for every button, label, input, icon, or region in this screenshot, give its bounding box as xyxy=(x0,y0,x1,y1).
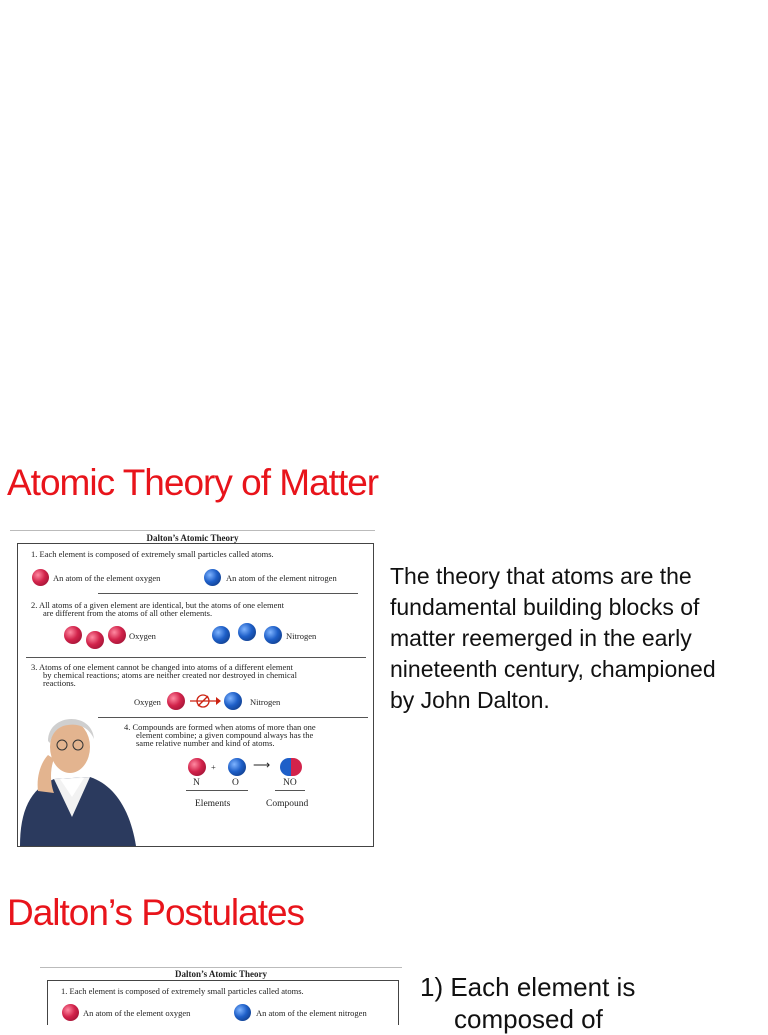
nitrogen-atom-icon xyxy=(188,758,206,776)
oxygen-atom-caption: An atom of the element oxygen xyxy=(83,1008,191,1018)
slide-1-paragraph: The theory that atoms are the fundamental building blocks of matter reemerged in the early nineteenth century, championed by John Dalton. xyxy=(390,563,716,713)
postulate-3-text-line-3: reactions. xyxy=(43,678,76,688)
oxygen-label: Oxygen xyxy=(129,631,156,641)
compound-bracket xyxy=(275,790,305,791)
dalton-atomic-theory-figure xyxy=(10,530,375,846)
slide-title-daltons-postulates: Dalton’s Postulates xyxy=(7,892,305,933)
postulate-4-text-line-1: 4. Compounds are formed when atoms of more than one xyxy=(124,722,316,732)
postulate-1-list-item xyxy=(420,971,760,1035)
nitrogen-atom-icon xyxy=(234,1004,251,1021)
oxygen-atom-icon xyxy=(62,1004,79,1021)
plus-sign: + xyxy=(211,762,216,772)
postulate-3-text-line-2: by chemical reactions; atoms are neither created nor destroyed in chemical xyxy=(43,670,297,680)
figure-title: Dalton’s Atomic Theory xyxy=(175,969,267,979)
postulate-2-text-line-1: 2. All atoms of a given element are identical, but the atoms of one element xyxy=(31,600,285,610)
o-label: O xyxy=(232,778,239,788)
postulate-4-text-line-3: same relative number and kind of atoms. xyxy=(136,738,275,748)
compound-label: Compound xyxy=(266,799,309,809)
no-transformation-arrow-icon xyxy=(188,692,222,710)
elements-label: Elements xyxy=(195,799,231,809)
postulate-3-text-line-1: 3. Atoms of one element cannot be changed into atoms of a different element xyxy=(31,662,293,672)
nitrogen-atom-caption: An atom of the element nitrogen xyxy=(226,573,337,583)
nitrogen-atom-caption: An atom of the element nitrogen xyxy=(256,1008,367,1018)
divider xyxy=(98,717,368,718)
postulate-1-line-2: composed of xyxy=(454,1004,603,1034)
postulate-1-line-1: 1) Each element is xyxy=(420,972,636,1002)
divider xyxy=(98,593,358,594)
postulate-1-text: 1. Each element is composed of extremely small particles called atoms. xyxy=(31,549,274,559)
nitrogen-atom-icon xyxy=(238,623,256,641)
n-label: N xyxy=(193,778,200,788)
postulate-4-text-line-2: element combine; a given compound always has the xyxy=(136,730,314,740)
oxygen-atom-icon xyxy=(86,631,104,649)
postulate-2-text-line-2: are different from the atoms of all other elements. xyxy=(43,608,213,618)
figure-title: Dalton’s Atomic Theory xyxy=(146,533,239,543)
elements-bracket xyxy=(186,790,248,791)
oxygen-label: Oxygen xyxy=(134,697,161,707)
oxygen-atom-caption: An atom of the element oxygen xyxy=(53,573,161,583)
oxygen-atom-icon xyxy=(32,569,49,586)
oxygen-atom-icon xyxy=(228,758,246,776)
no-molecule-icon xyxy=(280,758,302,776)
john-dalton-portrait-image xyxy=(10,699,138,846)
nitrogen-atom-icon xyxy=(264,626,282,644)
figure-box xyxy=(47,980,399,1025)
postulate-1-text: 1. Each element is composed of extremely small particles called atoms. xyxy=(61,986,304,996)
oxygen-atom-icon xyxy=(108,626,126,644)
nitrogen-atom-icon xyxy=(204,569,221,586)
no-label: NO xyxy=(283,778,297,788)
nitrogen-atom-icon xyxy=(212,626,230,644)
oxygen-atom-icon xyxy=(64,626,82,644)
divider xyxy=(26,657,366,658)
nitrogen-label: Nitrogen xyxy=(286,631,317,641)
nitrogen-atom-icon xyxy=(224,692,242,710)
reaction-arrow: ⟶ xyxy=(253,758,271,772)
slide-title-atomic-theory: Atomic Theory of Matter xyxy=(7,462,379,503)
oxygen-atom-icon xyxy=(167,692,185,710)
nitrogen-label: Nitrogen xyxy=(250,697,281,707)
dalton-atomic-theory-figure-2 xyxy=(40,967,402,1025)
